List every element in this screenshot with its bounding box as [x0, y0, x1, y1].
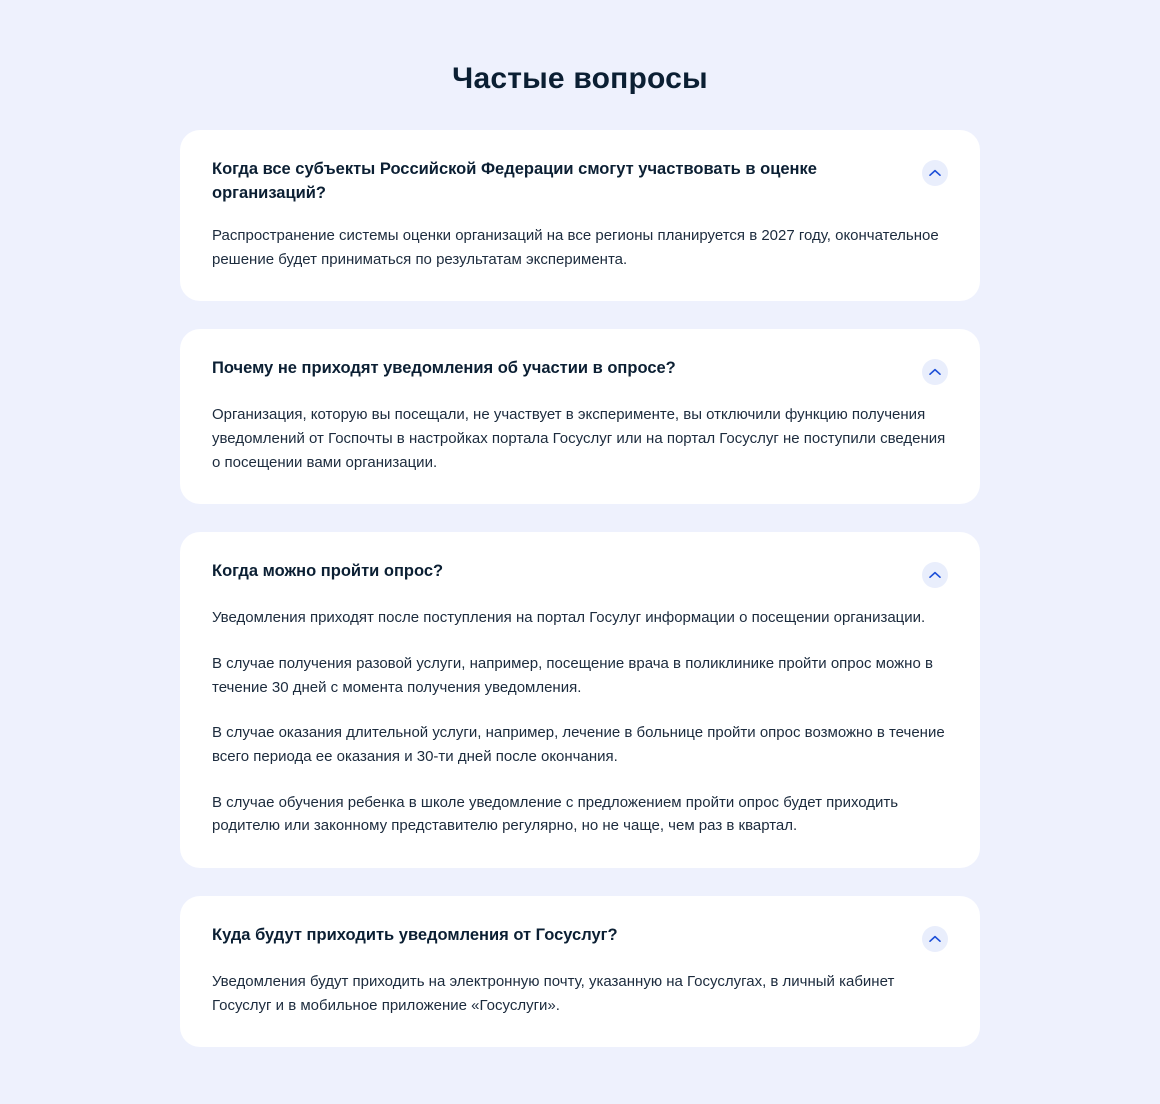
faq-answer-paragraph: Уведомления приходят после поступления на портал Госулуг информации о посещении организации.	[212, 609, 926, 627]
faq-item[interactable]	[180, 896, 980, 1047]
faq-list	[180, 130, 980, 1047]
chevron-up-icon[interactable]	[922, 359, 948, 385]
faq-answer-paragraph: В случае оказания длительной услуги, например, лечение в больнице пройти опрос возможно в течение всего периода ее оказания и 30-ти дней после окончания.	[212, 724, 945, 766]
faq-question: Куда будут приходить уведомления от Госуслуг?	[212, 926, 618, 945]
faq-answer-paragraph: Организация, которую вы посещали, не участвует в эксперименте, вы отключили функцию получения уведомлений от Госпочты в настройках портала Госуслуг или на портал Госуслуг не поступили сведения о посещении вами организации.	[212, 406, 946, 471]
faq-question: Когда все субъекты Российской Федерации смогут участвовать в оценке организаций?	[212, 160, 817, 202]
faq-item-header[interactable]	[212, 158, 948, 206]
faq-item-header[interactable]	[212, 357, 948, 385]
faq-question: Когда можно пройти опрос?	[212, 562, 444, 581]
faq-answer	[212, 224, 948, 271]
faq-item-header[interactable]	[212, 924, 948, 952]
faq-answer-paragraph: В случае получения разовой услуги, например, посещение врача в поликлинике пройти опрос можно в течение 30 дней с момента получения уведомления.	[212, 654, 933, 696]
faq-item[interactable]	[180, 130, 980, 301]
chevron-up-icon[interactable]	[922, 562, 948, 588]
faq-answer-paragraph: Уведомления будут приходить на электронную почту, указанную на Госуслугах, в личный кабинет Госуслуг и в мобильное приложение «Госуслуги».	[212, 973, 895, 1014]
faq-item[interactable]	[180, 329, 980, 504]
faq-answer	[212, 970, 948, 1017]
faq-answer	[212, 606, 948, 838]
chevron-up-icon[interactable]	[922, 160, 948, 186]
page-title: Частые вопросы	[452, 62, 708, 95]
faq-item[interactable]	[180, 532, 980, 868]
faq-question: Почему не приходят уведомления об участии в опросе?	[212, 359, 676, 378]
faq-answer-paragraph: В случае обучения ребенка в школе уведомление с предложением пройти опрос будет приходить родителю или законному представителю регулярно, но не чаще, чем раз в квартал.	[212, 793, 899, 835]
faq-item-header[interactable]	[212, 560, 948, 588]
faq-answer-paragraph: Распространение системы оценки организаций на все регионы планируется в 2027 году, окончательное решение будет приниматься по результатам эксперимента.	[212, 226, 939, 268]
chevron-up-icon[interactable]	[922, 926, 948, 952]
faq-answer	[212, 403, 948, 474]
